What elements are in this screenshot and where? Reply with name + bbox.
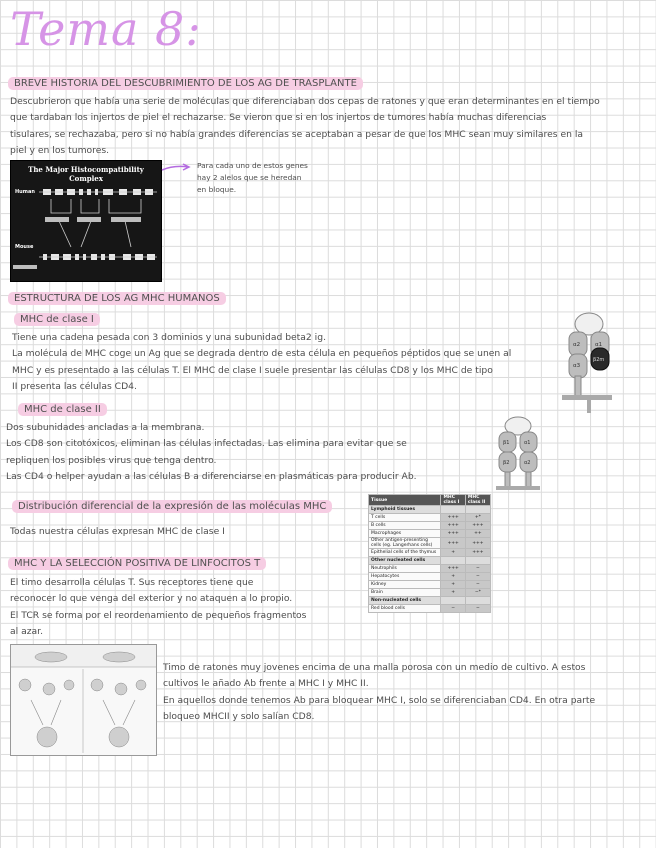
text-line: II presenta las células CD4. bbox=[12, 381, 137, 393]
label-alpha2-ii: α2 bbox=[524, 460, 531, 466]
label-beta2m: β2m bbox=[593, 357, 605, 363]
table-row bbox=[369, 538, 491, 549]
text-line: que tardaban los injertos de piel el rechazarse. Se vieron que si en los injertos de tumores había muchas diferencias bbox=[10, 112, 547, 124]
table-cell: +++ bbox=[441, 538, 465, 549]
text-line: reconocer lo que venga del exterior y no ataquen a lo propio. bbox=[10, 593, 293, 605]
class1-paragraph bbox=[12, 330, 557, 396]
text-line: Timo de ratones muy jovenes encima de una malla porosa con un medio de cultivo. A estos bbox=[163, 662, 586, 673]
table-cell: Macrophages bbox=[369, 530, 441, 538]
label-alpha1: α1 bbox=[595, 342, 603, 348]
text-line: La molécula de MHC coge un Ag que se degrada dentro de esta célula en pequeños péptidos que se unen al bbox=[12, 348, 512, 360]
text-line: bloqueo MHCII y solo salían CD8. bbox=[163, 711, 315, 723]
figure-note bbox=[197, 160, 327, 196]
text-line: Las CD4 o helper ayudan a las células B a diferenciarse en plasmáticas para producir Ab. bbox=[6, 471, 417, 483]
text-line: Los CD8 son citotóxicos, eliminan las células infectadas. Las elimina para evitar que se bbox=[6, 438, 407, 450]
table-cell: − bbox=[465, 565, 490, 573]
table-cell bbox=[465, 506, 490, 514]
page-title: Tema 8: bbox=[10, 2, 202, 56]
subheading-class2: MHC de clase II bbox=[18, 403, 107, 416]
table-row bbox=[369, 549, 491, 557]
table-header-cell: Tissue bbox=[369, 495, 441, 506]
label-beta1: β1 bbox=[503, 440, 510, 446]
table-cell: ++ bbox=[465, 530, 490, 538]
text-line: El TCR se forma por el reordenamiento de pequeños fragmentos bbox=[10, 609, 307, 621]
annotation-arrow bbox=[160, 160, 192, 176]
table-cell: Neutrophils bbox=[369, 565, 441, 573]
class2-paragraph bbox=[6, 420, 486, 486]
label-alpha1-ii: α1 bbox=[524, 440, 531, 446]
table-cell: Brain bbox=[369, 589, 441, 597]
table-cell: Other nucleated cells bbox=[369, 557, 441, 565]
table-cell: Non-nucleated cells bbox=[369, 597, 441, 605]
text-line: al azar. bbox=[10, 626, 44, 638]
section-heading-selection: MHC Y LA SELECCIÓN POSITIVA DE LINFOCITOS T bbox=[8, 557, 266, 570]
mhc-class1-molecule bbox=[560, 310, 618, 415]
label-beta2: β2 bbox=[503, 460, 510, 466]
gene-map-drawing bbox=[11, 161, 161, 281]
table-cell: +++ bbox=[465, 538, 490, 549]
table-row bbox=[369, 522, 491, 530]
table-row bbox=[369, 581, 491, 589]
table-section-row bbox=[369, 506, 491, 514]
table-cell: +++ bbox=[441, 514, 465, 522]
text-line: Dos subunidades ancladas a la membrana. bbox=[6, 422, 205, 433]
table-cell: +* bbox=[465, 514, 490, 522]
table-cell bbox=[441, 597, 465, 605]
selection-paragraph bbox=[10, 575, 350, 641]
table-cell: +++ bbox=[465, 549, 490, 557]
table-header-cell: MHC class I bbox=[441, 495, 465, 506]
text-line: El timo desarrolla células T. Sus receptores tiene que bbox=[10, 577, 254, 588]
table-cell bbox=[465, 557, 490, 565]
table-cell: T cells bbox=[369, 514, 441, 522]
table-row bbox=[369, 514, 491, 522]
table-row bbox=[369, 530, 491, 538]
table-cell: − bbox=[441, 605, 465, 613]
text-line: MHC y es presentado a las células T. El MHC de clase I suele presentar las células CD8 y los MHC de tipo bbox=[12, 364, 493, 376]
text-line: Tiene una cadena pesada con 3 dominios y una subunidad beta2 ig. bbox=[12, 332, 326, 343]
text-line: cultivos le añado Ab frente a MHC I y MHC II. bbox=[163, 678, 369, 690]
figure-title: The Major Histocompatibility Complex bbox=[28, 165, 144, 183]
table-header-cell: MHC class II bbox=[465, 495, 490, 506]
text-line: tisulares, se rechazaba, pero si no había grandes diferencias se aceptaban a pesar de que los MHC sean muy similares en la bbox=[10, 128, 584, 140]
table-cell: − bbox=[465, 573, 490, 581]
distribution-line: Todas nuestra células expresan MHC de clase I bbox=[10, 526, 225, 537]
note-line: hay 2 alelos que se heredan bbox=[197, 173, 302, 182]
mhc-expression-table bbox=[368, 494, 491, 613]
text-line: Descubrieron que había una serie de moléculas que diferenciaban dos cepas de ratones y que eran determinantes en el tiempo bbox=[10, 96, 600, 107]
table-cell: +++ bbox=[441, 565, 465, 573]
table-cell: + bbox=[441, 589, 465, 597]
table-cell: + bbox=[441, 549, 465, 557]
table-cell: −* bbox=[465, 589, 490, 597]
section-heading-distribution: Distribución diferencial de la expresión de las moléculas MHC bbox=[12, 500, 332, 513]
table-row bbox=[369, 605, 491, 613]
label-alpha3: α3 bbox=[573, 363, 581, 369]
note-line: Para cada uno de estos genes bbox=[197, 161, 308, 170]
expression-table bbox=[368, 494, 491, 613]
section-heading-history: BREVE HISTORIA DEL DESCUBRIMIENTO DE LOS AG DE TRASPLANTE bbox=[8, 77, 363, 90]
mhc-class2-molecule bbox=[492, 414, 544, 504]
table-cell bbox=[465, 597, 490, 605]
table-section-row bbox=[369, 557, 491, 565]
table-cell: Kidney bbox=[369, 581, 441, 589]
table-section-row bbox=[369, 597, 491, 605]
table-cell: B cells bbox=[369, 522, 441, 530]
table-cell: Hepatocytes bbox=[369, 573, 441, 581]
table-cell: +++ bbox=[465, 522, 490, 530]
table-cell: − bbox=[465, 605, 490, 613]
figure-label-mouse: Mouse bbox=[15, 244, 34, 250]
table-cell: Red blood cells bbox=[369, 605, 441, 613]
table-cell bbox=[441, 557, 465, 565]
note-line: en bloque. bbox=[197, 185, 237, 194]
table-cell: − bbox=[465, 581, 490, 589]
table-row bbox=[369, 565, 491, 573]
section-heading-structure: ESTRUCTURA DE LOS AG MHC HUMANOS bbox=[8, 292, 226, 305]
table-cell: Lymphoid tissues bbox=[369, 506, 441, 514]
table-row bbox=[369, 589, 491, 597]
table-cell: Epithelial cells of the thymus bbox=[369, 549, 441, 557]
figure-label-human: Human bbox=[15, 189, 35, 195]
table-cell: +++ bbox=[441, 530, 465, 538]
experiment-paragraph bbox=[163, 660, 643, 726]
table-cell bbox=[441, 506, 465, 514]
table-cell: + bbox=[441, 573, 465, 581]
label-alpha2: α2 bbox=[573, 342, 581, 348]
table-cell: Other antigen-presenting cells (eg. Langerhans cells) bbox=[369, 538, 441, 549]
table-header-row bbox=[369, 495, 491, 506]
thymus-experiment-figure bbox=[10, 644, 157, 756]
thymus-diagram-drawing bbox=[11, 645, 156, 755]
text-line: piel y en los tumores. bbox=[10, 145, 110, 157]
subheading-class1: MHC de clase I bbox=[14, 313, 100, 326]
history-paragraph bbox=[10, 94, 650, 160]
table-cell: + bbox=[441, 581, 465, 589]
text-line: repliquen los posibles virus que tenga dentro. bbox=[6, 454, 217, 466]
table-row bbox=[369, 573, 491, 581]
table-cell: +++ bbox=[441, 522, 465, 530]
text-line: En aquellos donde tenemos Ab para bloquear MHC I, solo se diferenciaban CD4. En otra parte bbox=[163, 694, 596, 706]
mhc-complex-figure bbox=[10, 160, 162, 282]
